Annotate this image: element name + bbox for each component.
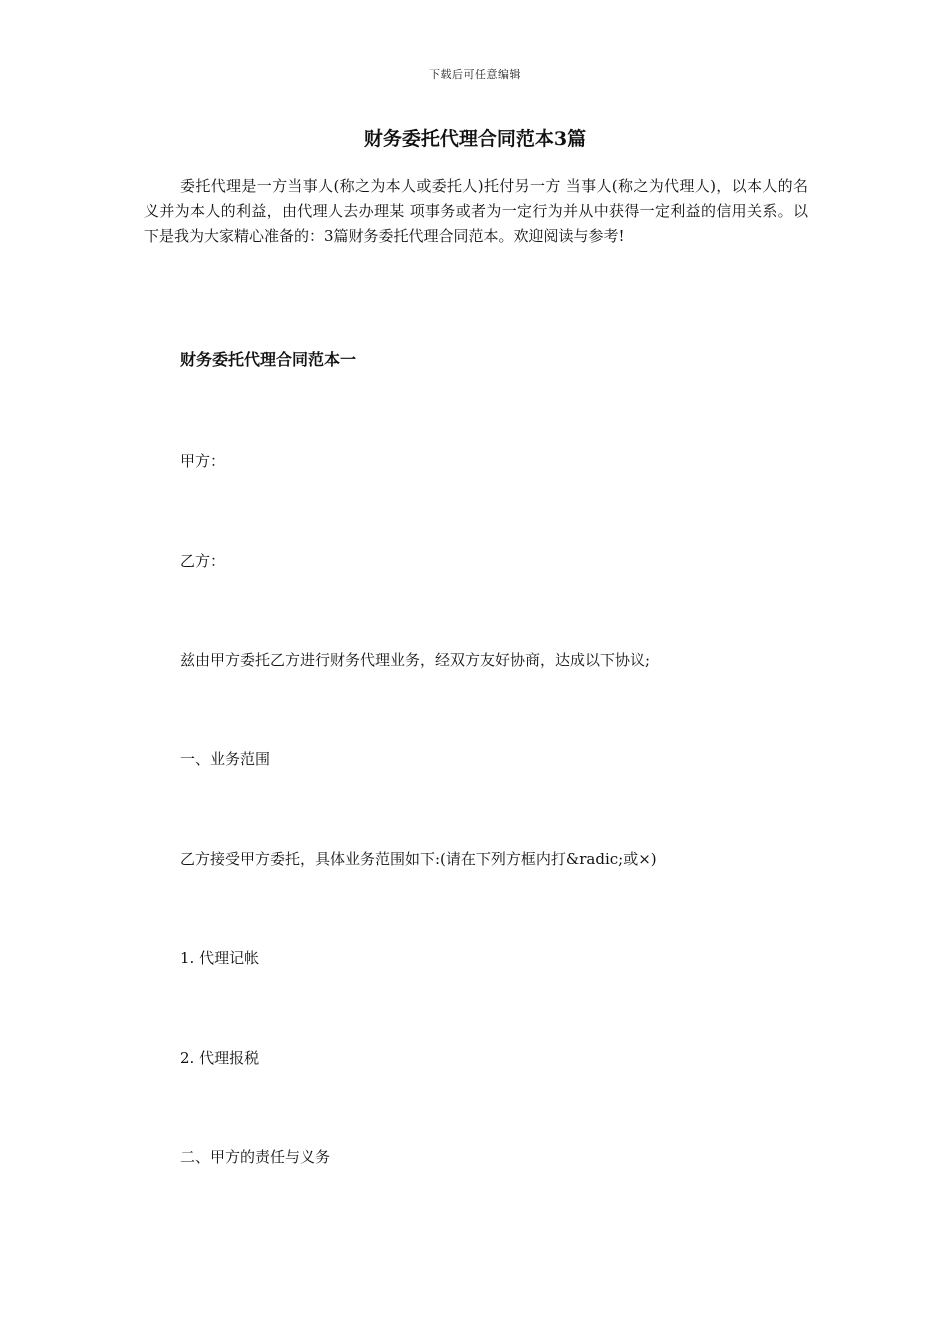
- list-item-2: 2. 代理报税: [180, 1049, 260, 1067]
- document-title: 财务委托代理合同范本3篇: [363, 128, 587, 150]
- section-1-text: 乙方接受甲方委托，具体业务范围如下:(请在下列方框内打&radic;或×): [180, 850, 657, 868]
- party-a-label: 甲方：: [180, 452, 226, 470]
- contract-heading: 财务委托代理合同范本一: [180, 350, 357, 369]
- party-b-label: 乙方：: [180, 552, 226, 570]
- section-2-title: 二、甲方的责任与义务: [180, 1148, 331, 1166]
- intro-paragraph: 委托代理是一方当事人(称之为本人或委托人)托付另一方 当事人(称之为代理人)，以本人的名义并为本人的利益，由代理人去办理某 项事务或者为一定行为并从中获得一定利益的信用关系。以下是我为大家精心准备的：3篇财务委托代理合同范本。欢迎阅读与参考!: [144, 177, 808, 245]
- list-item-1: 1. 代理记帐: [180, 949, 260, 967]
- contract-preamble: 兹由甲方委托乙方进行财务代理业务，经双方友好协商，达成以下协议;: [180, 651, 651, 669]
- page-header-note: 下载后可任意编辑: [429, 68, 521, 81]
- section-1-title: 一、业务范围: [180, 750, 271, 768]
